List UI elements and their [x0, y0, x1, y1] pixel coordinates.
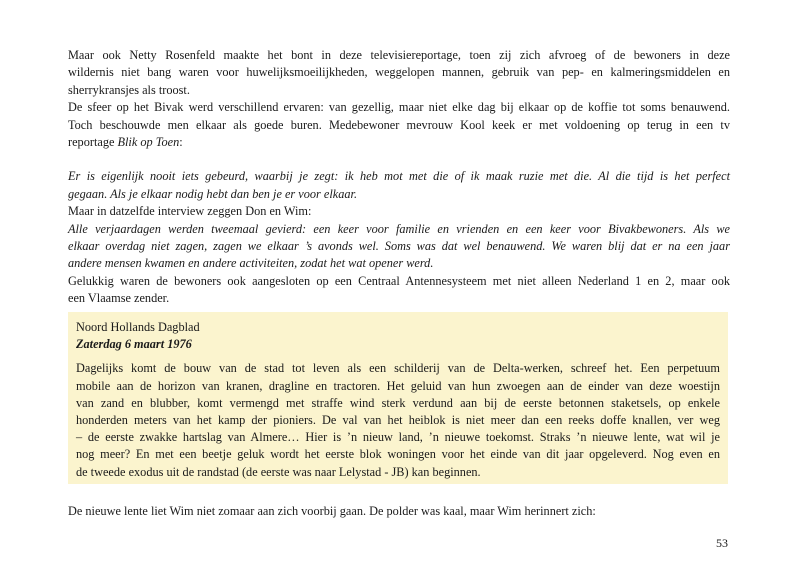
quote-line: andere mensen kwamen en andere activiteiten, zodat het wat opener werd. — [68, 256, 434, 271]
quote-line: gegaan. Als je elkaar nodig hebt dan ben je er voor elkaar. — [68, 186, 358, 201]
quote-paragraph — [68, 221, 730, 273]
clipping-line: nog meer? En met een beetje geluk wordt het eerste blok woningen voor het einde van dit jaar opgeleverd. Nog even en — [76, 447, 720, 462]
intro-paragraph — [68, 47, 730, 151]
newspaper-clipping — [68, 312, 728, 484]
closing-sentence: De nieuwe lente liet Wim niet zomaar aan zich voorbij gaan. De polder was kaal, maar Wim herinnert zich: — [68, 504, 596, 518]
clipping-date: Zaterdag 6 maart 1976 — [76, 337, 192, 352]
quote-line: Er is eigenlijk nooit iets gebeurd, waarbij je zegt: ik heb mot met die of ik maak ruzie met die. Al die tijd is het perfect — [68, 169, 730, 184]
text-line: Gelukkig waren de bewoners ook aangesloten op een Centraal Antennesysteem met niet alleen Nederland 1 en 2, maar ook — [68, 273, 730, 288]
paragraph-gap — [68, 151, 730, 168]
clipping-line: honderden meters van het kamp der pioniers. De val van het heiblok is niet meer dan een reeks doffe knallen, ver weg — [76, 413, 720, 428]
text-fragment: : — [179, 135, 183, 150]
quote-line: elkaar overdag niet zagen, zagen we elkaar ’s avonds wel. Soms was dat wel benauwend. We waren blij dat er na een jaar — [68, 239, 730, 254]
text-line: een Vlaamse zender. — [68, 291, 170, 306]
text-line: Toch beschouwde men elkaar als goede buren. Medebewoner mevrouw Kool keek er met voldoening op terug in een tv — [68, 117, 730, 132]
text-line — [68, 134, 730, 151]
interview-intro — [68, 203, 730, 220]
text-line: De sfeer op het Bivak werd verschillend ervaren: van gezellig, maar niet elke dag bij elkaar op de koffie tot soms benauwend. — [68, 100, 730, 115]
text-line: sherrykransjes als troost. — [68, 82, 190, 97]
clipping-text — [76, 360, 720, 480]
text-line: Maar in datzelfde interview zeggen Don en Wim: — [68, 204, 312, 219]
clipping-line: de tweede exodus uit de randstad (de eerste was naar Lelystad - JB) kan beginnen. — [76, 464, 481, 479]
clipping-gap — [76, 353, 720, 360]
text-line: Maar ook Netty Rosenfeld maakte het bont in deze televisiereportage, toen zij zich afvroeg of de bewoners in deze — [68, 48, 730, 62]
page-body — [68, 47, 730, 308]
program-title: Blik op Toen — [117, 135, 180, 150]
antenna-paragraph — [68, 273, 730, 308]
clipping-line: – de eerste zwakke hartslag van Almere… Hier is ’n nieuw land, ’n nieuwe toekomst. Straks ’n nieuwe lente, wat wil je — [76, 430, 720, 445]
clipping-source: Noord Hollands Dagblad — [76, 320, 200, 334]
text-line: wildernis niet bang waren voor huwelijksmoeilijkheden, weggelopen mannen, gebruik van pep- en kalmeringsmiddelen en — [68, 65, 730, 80]
clipping-line: mobile aan de horizon van kranen, dragline en tractoren. Het geluid van hun zwoegen aan de einder van deze woestijn — [76, 378, 720, 393]
quote-paragraph — [68, 168, 730, 203]
clipping-line: Dagelijks komt de bouw van de stad tot leven als een schilderij van de Delta-werken, schreef het. Een perpetuum — [76, 361, 720, 376]
clipping-line: van zand en blubber, komt vermengd met straffe wind sterk verdund aan bij de eerste betonnen staketsels, op enkele — [76, 395, 720, 410]
page-number: 53 — [716, 536, 728, 550]
text-fragment: reportage — [68, 135, 118, 150]
quote-line: Alle verjaardagen werden tweemaal gevierd: een keer voor familie en vrienden en een keer voor Bivakbewoners. Als we — [68, 221, 730, 236]
